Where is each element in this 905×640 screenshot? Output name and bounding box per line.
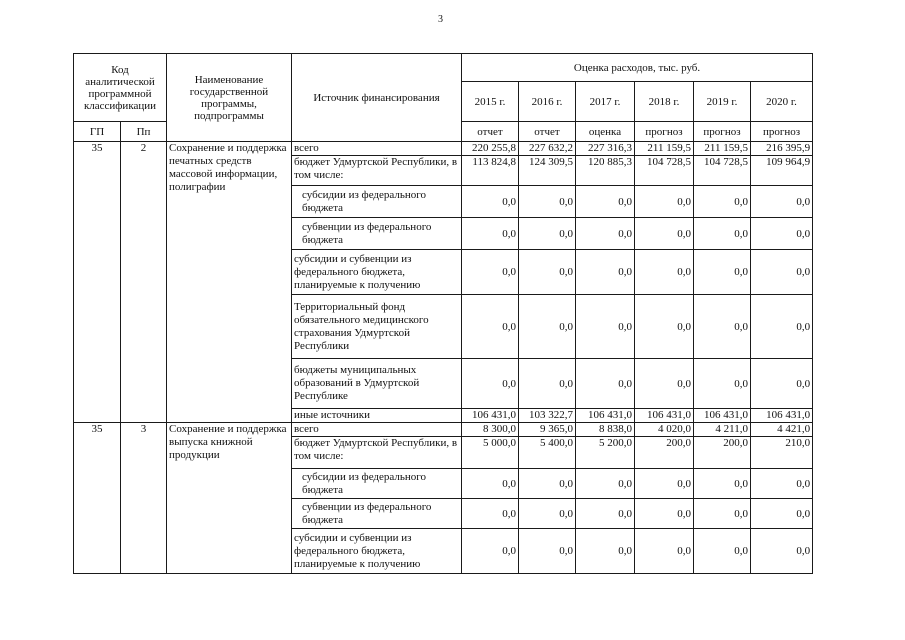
funding-source: бюджет Удмуртской Республики, в том числе: (292, 156, 462, 186)
gp-code: 35 (74, 423, 121, 574)
value-cell: 0,0 (635, 250, 694, 295)
funding-source: Территориальный фонд обязательного медицинского страхования Удмуртской Республики (292, 295, 462, 359)
value-cell: 0,0 (694, 469, 751, 499)
value-cell: 0,0 (462, 529, 519, 574)
type-2016: отчет (519, 122, 576, 142)
value-cell: 5 400,0 (519, 437, 576, 469)
value-cell: 106 431,0 (576, 409, 635, 423)
funding-source: всего (292, 423, 462, 437)
estimate-header: Оценка расходов, тыс. руб. (462, 54, 813, 82)
value-cell: 0,0 (751, 469, 813, 499)
value-cell: 0,0 (751, 359, 813, 409)
value-cell: 106 431,0 (462, 409, 519, 423)
funding-source: всего (292, 142, 462, 156)
value-cell: 0,0 (576, 359, 635, 409)
value-cell: 0,0 (576, 469, 635, 499)
table-row (74, 142, 813, 156)
value-cell: 104 728,5 (694, 156, 751, 186)
value-cell: 0,0 (519, 469, 576, 499)
pp-code: 3 (121, 423, 167, 574)
value-cell: 106 431,0 (751, 409, 813, 423)
value-cell: 0,0 (635, 295, 694, 359)
value-cell: 0,0 (751, 529, 813, 574)
year-2016: 2016 г. (519, 82, 576, 122)
value-cell: 4 020,0 (635, 423, 694, 437)
value-cell: 0,0 (519, 295, 576, 359)
value-cell: 216 395,9 (751, 142, 813, 156)
code-header: Код аналитической программной классификации (74, 54, 167, 122)
value-cell: 4 421,0 (751, 423, 813, 437)
funding-source: субвенции из федерального бюджета (292, 218, 462, 250)
value-cell: 106 431,0 (694, 409, 751, 423)
value-cell: 0,0 (462, 250, 519, 295)
value-cell: 0,0 (462, 186, 519, 218)
value-cell: 0,0 (694, 359, 751, 409)
program-name: Сохранение и поддержка печатных средств массовой информации, полиграфии (167, 142, 292, 423)
value-cell: 0,0 (519, 529, 576, 574)
value-cell: 0,0 (635, 499, 694, 529)
type-2015: отчет (462, 122, 519, 142)
value-cell: 0,0 (751, 295, 813, 359)
value-cell: 0,0 (694, 499, 751, 529)
type-2019: прогноз (694, 122, 751, 142)
value-cell: 211 159,5 (694, 142, 751, 156)
funding-source: бюджет Удмуртской Республики, в том числе: (292, 437, 462, 469)
value-cell: 0,0 (462, 359, 519, 409)
pp-header: Пп (121, 122, 167, 142)
value-cell: 210,0 (751, 437, 813, 469)
value-cell: 0,0 (576, 499, 635, 529)
funding-source: субсидии и субвенции из федерального бюджета, планируемые к получению (292, 250, 462, 295)
value-cell: 0,0 (635, 218, 694, 250)
value-cell: 0,0 (576, 529, 635, 574)
type-2020: прогноз (751, 122, 813, 142)
value-cell: 0,0 (576, 250, 635, 295)
value-cell: 106 431,0 (635, 409, 694, 423)
funding-source: субсидии из федерального бюджета (292, 186, 462, 218)
value-cell: 0,0 (462, 218, 519, 250)
value-cell: 0,0 (751, 499, 813, 529)
value-cell: 0,0 (519, 499, 576, 529)
value-cell: 0,0 (751, 186, 813, 218)
gp-header: ГП (74, 122, 121, 142)
value-cell: 8 300,0 (462, 423, 519, 437)
value-cell: 120 885,3 (576, 156, 635, 186)
type-2018: прогноз (635, 122, 694, 142)
value-cell: 0,0 (635, 359, 694, 409)
value-cell: 0,0 (576, 186, 635, 218)
funding-source: субсидии и субвенции из федерального бюджета, планируемые к получению (292, 529, 462, 574)
value-cell: 0,0 (462, 499, 519, 529)
value-cell: 104 728,5 (635, 156, 694, 186)
value-cell: 227 316,3 (576, 142, 635, 156)
value-cell: 0,0 (462, 295, 519, 359)
value-cell: 211 159,5 (635, 142, 694, 156)
value-cell: 0,0 (694, 295, 751, 359)
value-cell: 8 838,0 (576, 423, 635, 437)
value-cell: 0,0 (635, 529, 694, 574)
value-cell: 0,0 (635, 186, 694, 218)
expenditure-table (73, 53, 813, 574)
value-cell: 0,0 (694, 529, 751, 574)
year-2017: 2017 г. (576, 82, 635, 122)
value-cell: 0,0 (462, 469, 519, 499)
value-cell: 4 211,0 (694, 423, 751, 437)
value-cell: 0,0 (751, 250, 813, 295)
program-name: Сохранение и поддержка выпуска книжной продукции (167, 423, 292, 574)
table-row (74, 423, 813, 437)
value-cell: 113 824,8 (462, 156, 519, 186)
value-cell: 0,0 (519, 359, 576, 409)
value-cell: 0,0 (694, 186, 751, 218)
page-number: 3 (438, 14, 443, 25)
value-cell: 0,0 (519, 186, 576, 218)
pp-code: 2 (121, 142, 167, 423)
value-cell: 0,0 (576, 295, 635, 359)
value-cell: 200,0 (635, 437, 694, 469)
funding-source: субвенции из федерального бюджета (292, 499, 462, 529)
name-header: Наименование государственной программы, подпрограммы (167, 54, 292, 142)
value-cell: 109 964,9 (751, 156, 813, 186)
value-cell: 103 322,7 (519, 409, 576, 423)
value-cell: 0,0 (519, 218, 576, 250)
year-2019: 2019 г. (694, 82, 751, 122)
funding-source: бюджеты муниципальных образований в Удмуртской Республике (292, 359, 462, 409)
value-cell: 0,0 (519, 250, 576, 295)
value-cell: 0,0 (635, 469, 694, 499)
type-2017: оценка (576, 122, 635, 142)
source-header: Источник финансирования (292, 54, 462, 142)
value-cell: 5 000,0 (462, 437, 519, 469)
value-cell: 200,0 (694, 437, 751, 469)
year-2020: 2020 г. (751, 82, 813, 122)
value-cell: 0,0 (751, 218, 813, 250)
value-cell: 5 200,0 (576, 437, 635, 469)
gp-code: 35 (74, 142, 121, 423)
value-cell: 0,0 (694, 250, 751, 295)
value-cell: 227 632,2 (519, 142, 576, 156)
value-cell: 9 365,0 (519, 423, 576, 437)
funding-source: субсидии из федерального бюджета (292, 469, 462, 499)
year-2015: 2015 г. (462, 82, 519, 122)
value-cell: 124 309,5 (519, 156, 576, 186)
value-cell: 220 255,8 (462, 142, 519, 156)
year-2018: 2018 г. (635, 82, 694, 122)
funding-source: иные источники (292, 409, 462, 423)
value-cell: 0,0 (694, 218, 751, 250)
value-cell: 0,0 (576, 218, 635, 250)
